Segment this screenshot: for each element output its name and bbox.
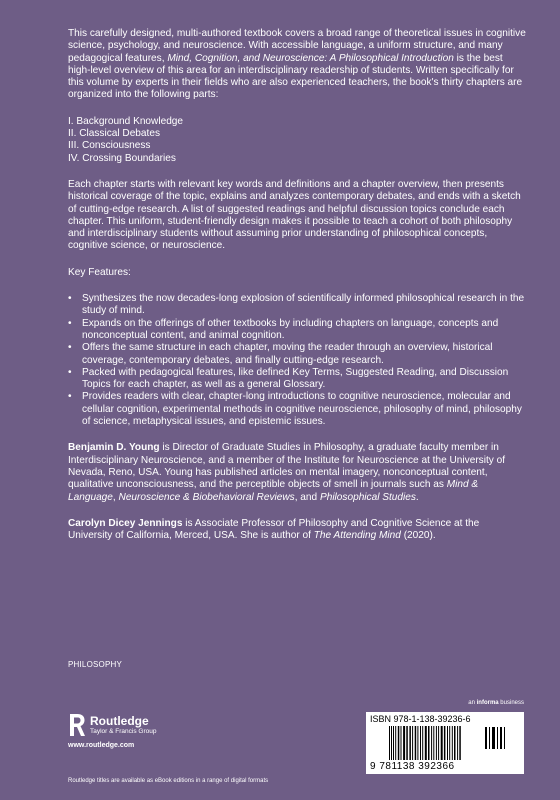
book-title: The Attending Mind	[313, 530, 401, 542]
chapter-paragraph: Each chapter starts with relevant key words and definitions and a chapter overview, then presents historical coverage of the topic, explains and analyzes contemporary debates, and ends with a sketch of cutting-edge research. A list of suggested readings and helpful discussion topics conclude each chapter. This uniform, student-friendly design makes it possible to teach a cohort of both philosophy and interdisciplinary students without assuming prior understanding of philosophical concepts, cognitive science, or neuroscience.	[68, 178, 521, 252]
barcode-icon	[388, 726, 480, 760]
barcode-bar	[441, 726, 443, 760]
intro-paragraph	[68, 28, 526, 102]
book-title: Mind, Cognition, and Neuroscience: A Philosophical Introduction	[167, 52, 454, 64]
feature-item: • Synthesizes the now decades-long explosion of scientifically informed philosophical research in the study of mind.	[82, 293, 526, 318]
author-name: Carolyn Dicey Jennings	[68, 517, 183, 529]
bio-end: .	[415, 491, 419, 503]
price-barcode-icon	[484, 726, 508, 750]
key-features-heading: Key Features:	[68, 266, 131, 278]
barcode-bar	[406, 726, 408, 760]
feature-item: • Offers the same structure in each chapter, moving the reader through an overview, historical coverage, contemporary debates, and finally cutting-edge research.	[82, 342, 526, 367]
barcode-bar	[457, 726, 458, 760]
isbn-barcode-panel	[366, 712, 524, 774]
back-cover-text	[68, 28, 526, 556]
author-bio-jennings	[68, 518, 526, 543]
barcode-bar	[436, 726, 437, 760]
bio-text: is Associate Professor of Philosophy and Cognitive Science at the University of California, Merced, USA. She is author of	[68, 517, 480, 542]
publisher-name: Routledge	[90, 714, 149, 728]
intro-text-end: is the best high-level overview of this area for an interdisciplinary readership of students. Written specifically for this volume by experts in their fields who are also experienced teachers, the book's thirty chapters are organized into the following parts:	[68, 52, 523, 101]
journal-title: Mind & Language	[68, 479, 479, 503]
barcode-bar	[431, 726, 432, 760]
informa-suffix: business	[498, 700, 524, 706]
barcode-digits: 9 781138 392366	[370, 761, 455, 772]
journal-title: Philosophical Studies	[319, 491, 416, 503]
barcode-bar	[409, 726, 411, 760]
part-item: IV. Crossing Boundaries	[68, 152, 176, 164]
subject-category: PHILOSOPHY	[68, 660, 123, 669]
bio-text: is Director of Graduate Studies in Philosophy, a graduate faculty member in Interdisciplinary Neuroscience, and a member of the Institute for Neuroscience at the University of Nevada, Reno, USA. Young has published articles on mental imagery, nonconceptual content, qualitative unconsciousness, and the perceptible objects of smell in journals such as	[68, 442, 506, 491]
barcode-bar	[395, 726, 396, 760]
routledge-r-icon	[68, 712, 86, 738]
isbn-text: ISBN 978-1-138-39236-6	[370, 714, 471, 724]
barcode-bar	[444, 726, 446, 760]
parts-list	[68, 116, 526, 165]
barcode-bar	[401, 726, 402, 760]
journal-title: Neuroscience & Biobehavioral Reviews	[118, 491, 295, 503]
intro-text: This carefully designed, multi-authored textbook covers a broad range of theoretical issues in cognitive science, psychology, and neuroscience. With accessible language, a uniform structure, and many pedagogical features,	[68, 28, 526, 64]
barcode-bar	[403, 726, 405, 760]
informa-prefix: an	[468, 700, 477, 706]
publisher-group: Taylor & Francis Group	[90, 728, 157, 735]
barcode-bar	[449, 726, 450, 760]
barcode-bar	[417, 726, 418, 760]
informa-brand: informa	[476, 700, 499, 706]
barcode-bar	[391, 726, 392, 760]
barcode-bar	[389, 726, 390, 760]
barcode-bar	[459, 726, 461, 760]
part-item: III. Consciousness	[68, 140, 151, 152]
barcode-bar	[393, 726, 394, 760]
barcode-bar	[425, 726, 427, 760]
feature-item: • Provides readers with clear, chapter-long introductions to cognitive neuroscience, molecular and cellular cognition, experimental methods in cognitive neuroscience, philosophy of mind, philosophy of science, metaphysical issues, and epistemic issues.	[82, 391, 526, 428]
publisher-website[interactable]: www.routledge.com	[68, 742, 135, 749]
author-name: Benjamin D. Young	[68, 442, 160, 454]
barcode-bar	[428, 726, 430, 760]
part-item: I. Background Knowledge	[68, 115, 184, 127]
bio-end: (2020).	[400, 530, 436, 542]
feature-item: • Packed with pedagogical features, like defined Key Terms, Suggested Reading, and Discussion Topics for each chapter, as well as a general Glossary.	[82, 367, 526, 392]
barcode-bar	[433, 726, 434, 760]
barcode-bar	[454, 726, 456, 760]
barcode-bar	[412, 726, 413, 760]
informa-tagline	[468, 700, 524, 706]
barcode-bar	[452, 726, 453, 760]
barcode-bar	[420, 726, 421, 760]
barcode-bar	[422, 726, 423, 760]
author-bio-young	[68, 442, 526, 503]
barcode-bar	[415, 726, 417, 760]
separator: , and	[294, 491, 320, 503]
part-item: II. Classical Debates	[68, 128, 161, 140]
barcode-bar	[438, 726, 439, 760]
separator: ,	[112, 491, 119, 503]
ebook-note: Routledge titles are available as eBook editions in a range of digital formats	[68, 778, 269, 784]
barcode-bar	[398, 726, 400, 760]
feature-item: • Expands on the offerings of other textbooks by including chapters on language, concepts and nonconceptual content, and animal cognition.	[82, 318, 526, 343]
key-features-list	[68, 293, 526, 428]
barcode-bar	[447, 726, 448, 760]
